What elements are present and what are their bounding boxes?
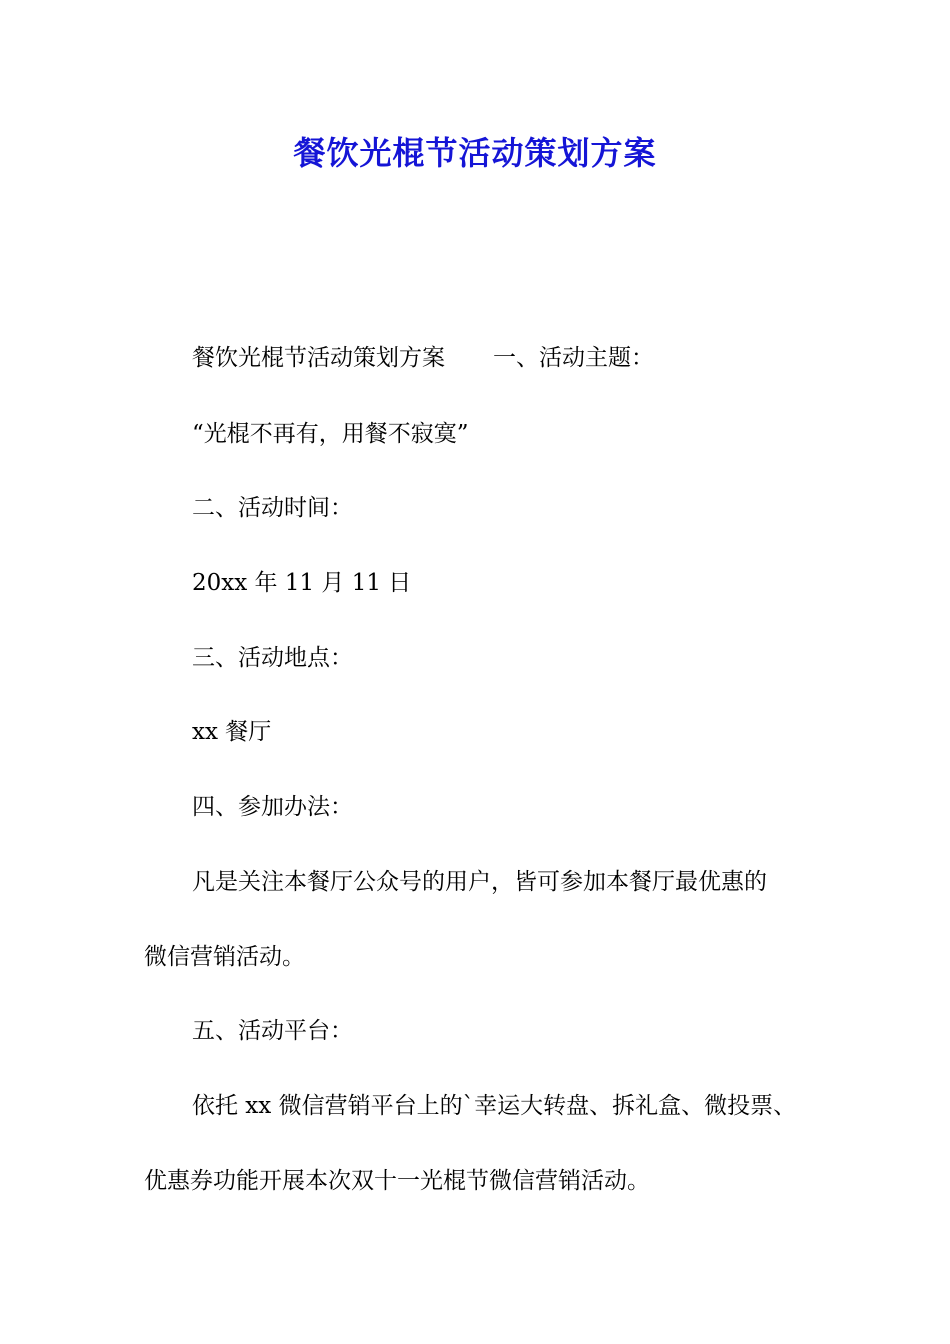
document-title: 餐饮光棍节活动策划方案 bbox=[293, 134, 657, 172]
method-paragraph-line1: 凡是关注本餐厅公众号的用户，皆可参加本餐厅最优惠的 bbox=[192, 869, 767, 895]
intro-line bbox=[192, 341, 892, 375]
event-location: xx 餐厅 bbox=[192, 719, 272, 745]
section1-heading: 一、活动主题： bbox=[493, 345, 654, 371]
intro-title: 餐饮光棍节活动策划方案 bbox=[192, 345, 445, 371]
method-paragraph-line2: 微信营销活动。 bbox=[144, 944, 305, 970]
event-date: 20xx 年 11 月 11 日 bbox=[192, 570, 412, 596]
section4-heading: 四、参加办法： bbox=[192, 794, 353, 820]
theme-slogan: “光棍不再有，用餐不寂寞” bbox=[192, 421, 469, 447]
platform-paragraph-line1: 依托 xx 微信营销平台上的`幸运大转盘、拆礼盒、微投票、 bbox=[192, 1093, 797, 1119]
platform-paragraph-line2: 优惠券功能开展本次双十一光棍节微信营销活动。 bbox=[144, 1168, 650, 1194]
section5-heading: 五、活动平台： bbox=[192, 1018, 353, 1044]
section2-heading: 二、活动时间： bbox=[192, 495, 353, 521]
section3-heading: 三、活动地点： bbox=[192, 645, 353, 671]
